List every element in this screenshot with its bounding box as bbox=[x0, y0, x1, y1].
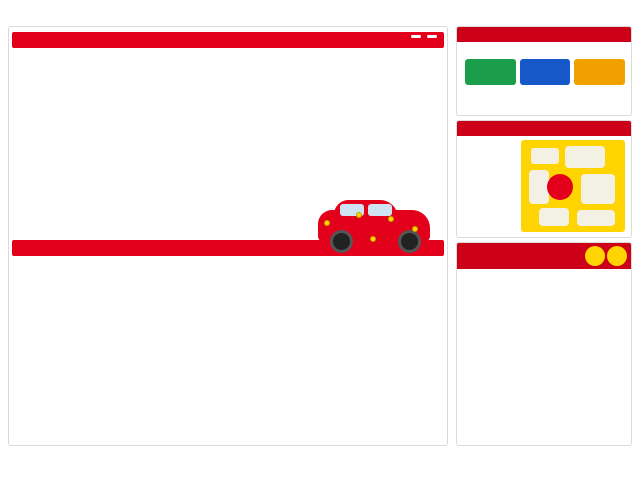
legend-premium-chip bbox=[411, 35, 421, 38]
car-wheel-front bbox=[330, 230, 353, 253]
highlight-marker bbox=[412, 226, 418, 232]
map-region bbox=[565, 146, 605, 168]
dealer-network-panel bbox=[456, 120, 632, 238]
highlight-marker bbox=[388, 216, 394, 222]
map-region bbox=[529, 170, 549, 204]
highlight-marker bbox=[370, 236, 376, 242]
plan-option-premium[interactable] bbox=[520, 59, 571, 85]
car-window-rear bbox=[368, 204, 392, 216]
legend-super-chip bbox=[427, 35, 437, 38]
nationwide-badge bbox=[547, 174, 573, 200]
roadside-header bbox=[457, 243, 631, 269]
standard-premium-header bbox=[12, 32, 444, 48]
highlight-marker bbox=[324, 220, 330, 226]
plan-panel-header bbox=[457, 27, 631, 42]
japan-map-graphic bbox=[521, 140, 625, 232]
plan-option-standard[interactable] bbox=[465, 59, 516, 85]
plan-option-super-premium[interactable] bbox=[574, 59, 625, 85]
map-region bbox=[577, 210, 615, 226]
map-region bbox=[581, 174, 615, 204]
car-wheel-rear bbox=[398, 230, 421, 253]
map-region bbox=[539, 208, 569, 226]
badge-365days bbox=[585, 246, 605, 266]
car-illustration bbox=[300, 196, 450, 256]
map-region bbox=[531, 148, 559, 164]
roadside-service-panel bbox=[456, 242, 632, 446]
highlight-marker bbox=[356, 212, 362, 218]
plan-selection-panel bbox=[456, 26, 632, 116]
badge-24hours bbox=[607, 246, 627, 266]
coverage-legend bbox=[411, 35, 440, 38]
dealer-panel-header bbox=[457, 121, 631, 136]
plan-options bbox=[465, 59, 625, 85]
